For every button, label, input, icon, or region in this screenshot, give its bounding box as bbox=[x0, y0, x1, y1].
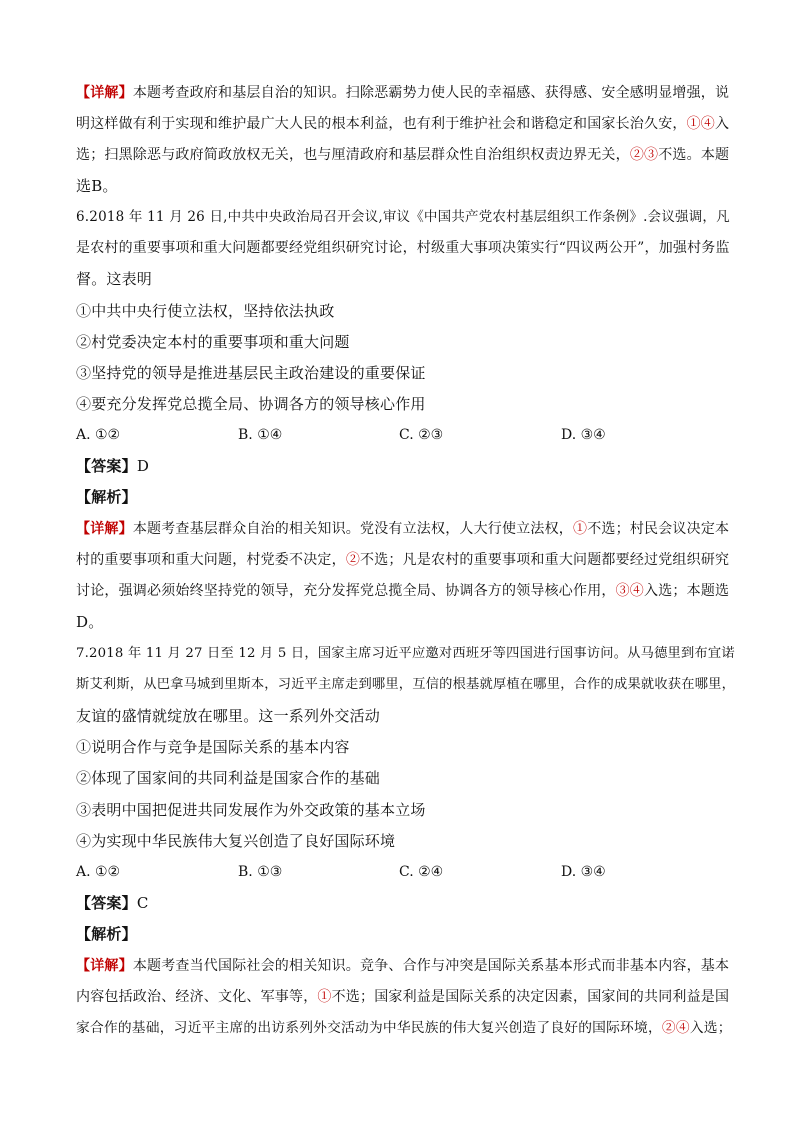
q6-option-a: A. ①② bbox=[76, 427, 121, 443]
q6-detail-line-2: 村的重要事项和重大问题，村党委不决定，②不选；凡是农村的重要事项和重大问题都要经过党组织研究 bbox=[76, 552, 730, 568]
q6-options bbox=[76, 426, 736, 444]
q6-stem-line-2: 是农村的重要事项和重大问题都要经党组织研究讨论，村级重大事项决策实行“四议两公开”，加强村务监 bbox=[76, 240, 730, 256]
q7-detail-line-3: 家合作的基础，习近平主席的出访系列外交活动为中华民族的伟大复兴创造了良好的国际环境，②④入选； bbox=[76, 1020, 732, 1036]
q7-item-4: ④为实现中华民族伟大复兴创造了良好国际环境 bbox=[76, 832, 396, 850]
q7-option-a: A. ①② bbox=[76, 864, 121, 880]
q7-option-d: D. ③④ bbox=[561, 864, 606, 880]
q6-answer: 【答案】D bbox=[76, 457, 150, 475]
q7-analysis-heading: 【解析】 bbox=[76, 925, 137, 943]
q6-item-4: ④要充分发挥党总揽全局、协调各方的领导核心作用 bbox=[76, 395, 426, 413]
q6-option-d: D. ③④ bbox=[561, 427, 606, 443]
q5-detail-line-4: 选B。 bbox=[76, 177, 118, 195]
q7-stem-line-2: 斯艾利斯，从巴拿马城到里斯本，习近平主席走到哪里，互信的根基就厚植在哪里，合作的成果就收获在哪里， bbox=[76, 677, 736, 692]
q5-detail-line-3: 选；扫黑除恶与政府简政放权无关，也与厘清政府和基层群众性自治组织权责边界无关，②③不选。本题 bbox=[76, 147, 730, 163]
q6-stem-line-3: 督。这表明 bbox=[76, 270, 153, 288]
q7-detail-line-1: 【详解】本题考查当代国际社会的相关知识。竞争、合作与冲突是国际关系基本形式而非基本内容，基本 bbox=[76, 958, 730, 974]
q5-detail-line-2: 明这样做有利于实现和维护最广大人民的根本利益，也有利于维护社会和谐稳定和国家长治久安，①④入 bbox=[76, 116, 730, 132]
q6-stem-line-1: 6.2018 年 11 月 26 日,中共中央政治局召开会议,审议《中国共产党农村基层组织工作条例》.会议强调，凡 bbox=[76, 209, 730, 225]
q5-detail-line-1: 【详解】本题考查政府和基层自治的知识。扫除恶霸势力使人民的幸福感、获得感、安全感明显增强，说 bbox=[76, 85, 730, 101]
q7-option-c: C. ②④ bbox=[399, 864, 444, 880]
q6-item-1: ①中共中央行使立法权，坚持依法执政 bbox=[76, 302, 335, 320]
q6-option-c: C. ②③ bbox=[399, 427, 444, 443]
q7-answer: 【答案】C bbox=[76, 894, 149, 912]
q6-detail-line-3: 讨论，强调必须始终坚持党的领导，充分发挥党总揽全局、协调各方的领导核心作用，③④入选；本题选 bbox=[76, 583, 730, 599]
q6-analysis-heading: 【解析】 bbox=[76, 488, 137, 506]
q6-detail-line-4: D。 bbox=[76, 613, 104, 631]
q7-option-b: B. ①③ bbox=[238, 864, 283, 880]
q7-detail-line-2: 内容包括政治、经济、文化、军事等，①不选；国家利益是国际关系的决定因素，国家间的共同利益是国 bbox=[76, 989, 730, 1005]
q7-item-2: ②体现了国家间的共同利益是国家合作的基础 bbox=[76, 769, 381, 787]
detail-tag: 【详解】 bbox=[76, 521, 133, 537]
q7-item-1: ①说明合作与竞争是国际关系的基本内容 bbox=[76, 738, 350, 756]
q7-stem-line-3: 友谊的盛情就绽放在哪里。这一系列外交活动 bbox=[76, 707, 381, 725]
q7-options bbox=[76, 863, 736, 881]
detail-tag: 【详解】 bbox=[76, 85, 133, 101]
detail-tag: 【详解】 bbox=[76, 958, 133, 974]
q7-item-3: ③表明中国把促进共同发展作为外交政策的基本立场 bbox=[76, 801, 426, 819]
q6-item-2: ②村党委决定本村的重要事项和重大问题 bbox=[76, 333, 350, 351]
q6-item-3: ③坚持党的领导是推进基层民主政治建设的重要保证 bbox=[76, 364, 426, 382]
q7-stem-line-1: 7.2018 年 11 月 27 日至 12 月 5 日，国家主席习近平应邀对西班牙等四国进行国事访问。从马德里到布宜诺 bbox=[76, 646, 735, 661]
q6-option-b: B. ①④ bbox=[238, 427, 283, 443]
q6-detail-line-1: 【详解】本题考查基层群众自治的相关知识。党没有立法权，人大行使立法权，①不选；村民会议决定本 bbox=[76, 521, 730, 537]
